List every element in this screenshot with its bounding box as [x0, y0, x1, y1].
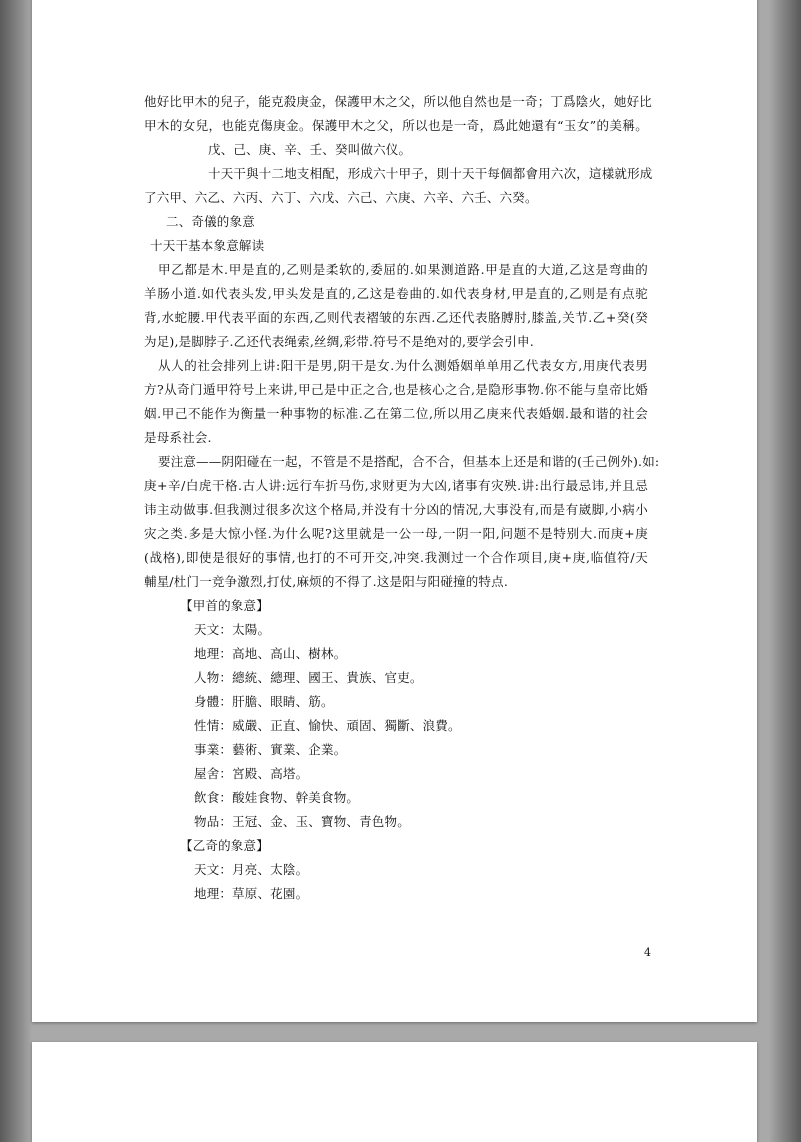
text-line: 甲乙都是木.甲是直的,乙则是柔软的,委屈的.如果测道路.甲是直的大道,乙这是弯曲的 — [158, 262, 648, 277]
list-item: 天文：月亮、太陰。 — [194, 862, 309, 877]
subsection-heading: 十天干基本象意解读 — [150, 238, 265, 253]
text-line: 輔星/杜门一竞争激烈,打仗,麻烦的不得了.这是阳与阳碰撞的特点. — [144, 574, 509, 589]
section-heading: 【乙奇的象意】 — [180, 838, 269, 853]
list-item: 地理：草原、花園。 — [194, 886, 309, 901]
list-item: 事業：藝術、實業、企業。 — [194, 742, 347, 757]
list-item: 物品：王冠、金、玉、寶物、青色物。 — [194, 814, 410, 829]
text-line: 他好比甲木的兒子，能克殺庚金，保護甲木之父，所以他自然也是一奇；丁爲陰火，她好比 — [144, 94, 653, 109]
text-line: 十天干與十二地支相配，形成六十甲子，則十天干每個都會用六次，這樣就形成 — [208, 166, 653, 181]
text-line: 为足),是脚脖子.乙还代表绳索,丝绸,彩带.符号不是绝对的,要学会引申. — [144, 334, 534, 349]
text-line: 要注意——阴阳碰在一起，不管是不是搭配，合不合，但基本上还是和谐的(壬己例外).如: — [158, 454, 660, 469]
document-page — [32, 0, 757, 1022]
text-line: 是母系社会. — [144, 430, 212, 445]
next-page — [32, 1042, 757, 1142]
section-heading: 【甲首的象意】 — [180, 598, 269, 613]
text-line: 庚+辛/白虎干格.古人讲:远行车折马伤,求财更为大凶,诸事有灾殃.讲:出行最忌讳,并且忌 — [144, 478, 648, 493]
page-number: 4 — [644, 946, 651, 959]
text-line: 方?从奇门遁甲符号上来讲,甲己是中正之合,也是核心之合,是隐形事物.你不能与皇帝比婚 — [144, 382, 648, 397]
text-line: 灾之类.多是大惊小怪.为什么呢?这里就是一公一母,一阴一阳,问题不是特别大.而庚+庚 — [144, 526, 648, 541]
list-item: 性情：威嚴、正直、愉快、頑固、獨斷、浪費。 — [194, 718, 461, 733]
list-item: 身體：肝膽、眼睛、筋。 — [194, 694, 334, 709]
list-item: 人物：總統、總理、國王、貴族、官吏。 — [194, 670, 423, 685]
text-line: 戊、己、庚、辛、壬、癸叫做六仪。 — [208, 142, 412, 157]
text-line: 姻.甲己不能作为衡量一种事物的标准.乙在第二位,所以用乙庚来代表婚姻.最和谐的社会 — [144, 406, 648, 421]
list-item: 屋舍：宮殿、高塔。 — [194, 766, 309, 781]
text-line: 讳主动做事.但我测过很多次这个格局,并没有十分凶的情况,大事没有,而是有崴脚,小病小 — [144, 502, 648, 517]
text-line: 了六甲、六乙、六丙、六丁、六戊、六己、六庚、六辛、六壬、六癸。 — [144, 190, 538, 205]
section-heading: 二、奇儀的象意 — [166, 214, 255, 229]
list-item: 地理：高地、高山、樹林。 — [194, 646, 347, 661]
text-line: 羊肠小道.如代表头发,甲头发是直的,乙这是卷曲的.如代表身材,甲是直的,乙则是有点驼 — [144, 286, 648, 301]
text-line: 从人的社会排列上讲:阳干是男,阴干是女.为什么测婚姻单单用乙代表女方,用庚代表男 — [158, 358, 648, 373]
list-item: 天文：太陽。 — [194, 622, 271, 637]
text-line: 背,水蛇腰.甲代表平面的东西,乙则代表褶皱的东西.乙还代表胳膊肘,膝盖,关节.乙+癸(癸 — [144, 310, 648, 325]
list-item: 飲食：酸娃食物、幹美食物。 — [194, 790, 360, 805]
text-line: (战格),即使是很好的事情,也打的不可开交,冲突.我测过一个合作项目,庚+庚,临值符/天 — [144, 550, 648, 565]
text-line: 甲木的女兒，也能克傷庚金。保護甲木之父，所以也是一奇，爲此她還有“玉女”的美稱。 — [144, 118, 648, 133]
